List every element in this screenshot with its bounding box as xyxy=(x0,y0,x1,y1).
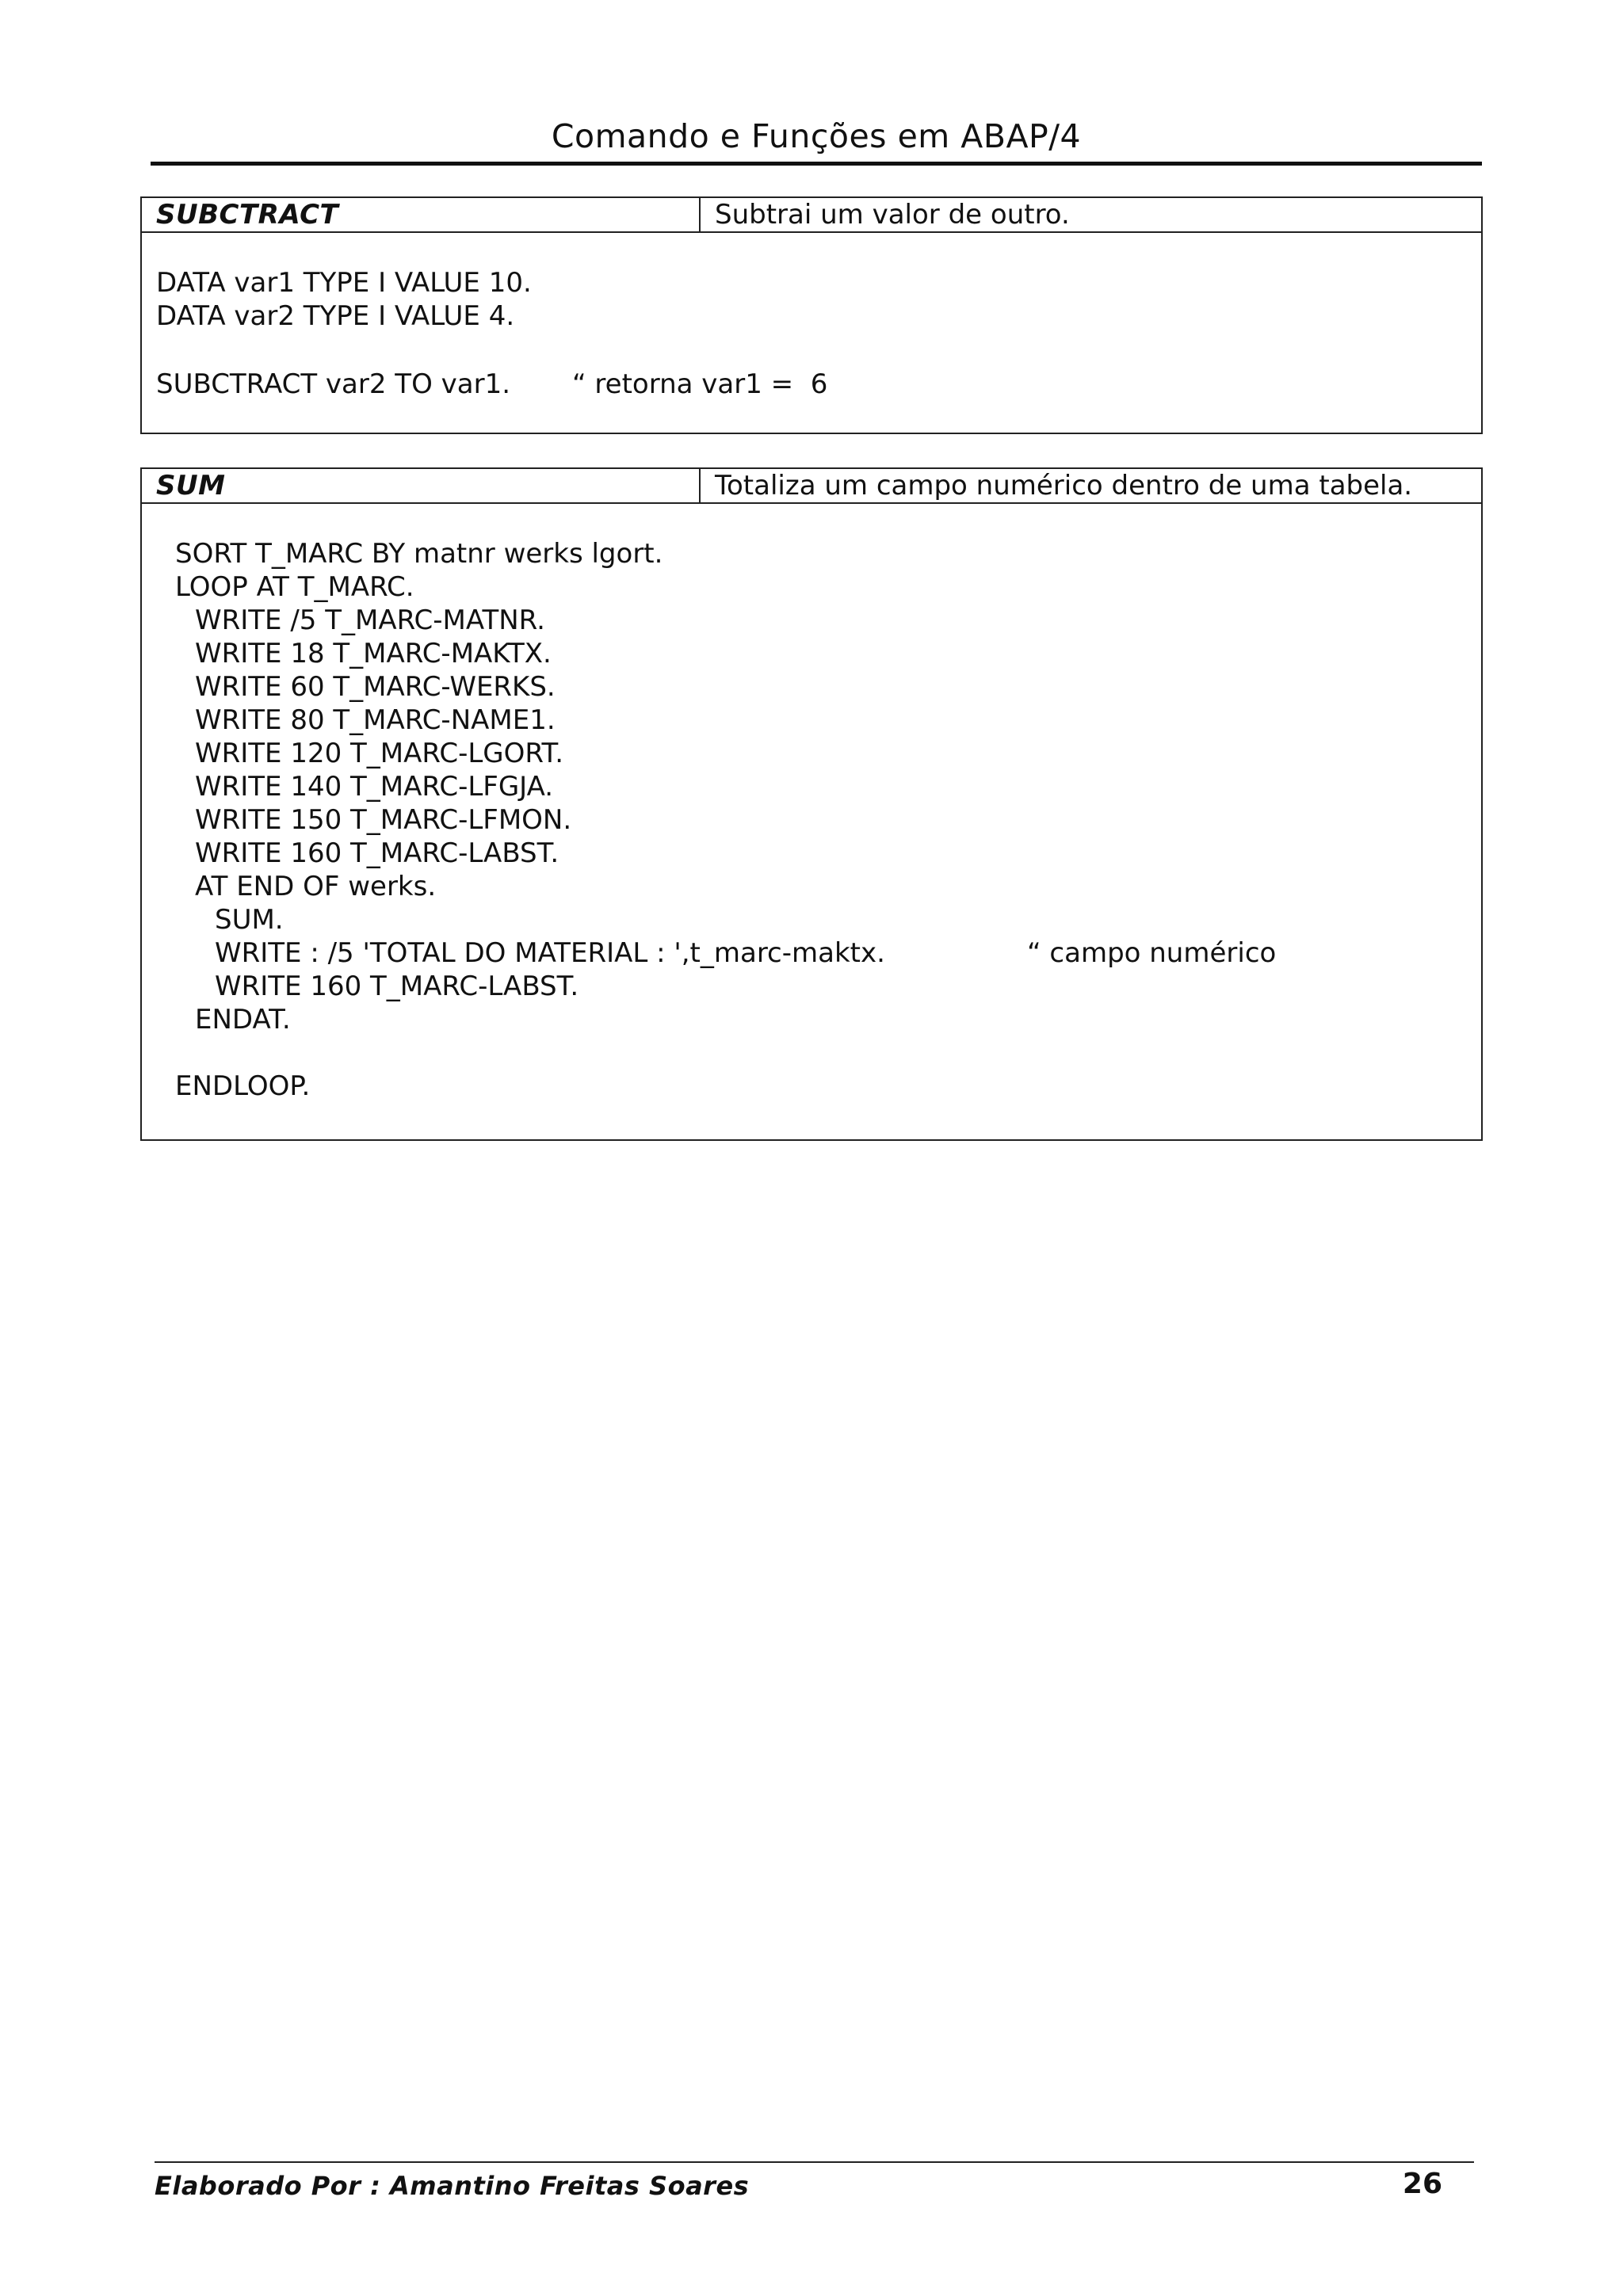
code-line: LOOP AT T_MARC. xyxy=(175,571,414,603)
code-line: WRITE 60 T_MARC-WERKS. xyxy=(195,671,556,703)
code-line: SUBCTRACT var2 TO var1. xyxy=(156,368,511,400)
code-line: WRITE 140 T_MARC-LFGJA. xyxy=(195,771,554,803)
page-footer xyxy=(155,2161,1474,2210)
code-line: SORT T_MARC BY matnr werks lgort. xyxy=(175,538,663,570)
command-name: SUM xyxy=(142,469,701,502)
code-line: WRITE 80 T_MARC-NAME1. xyxy=(195,704,556,736)
code-line: WRITE 18 T_MARC-MAKTX. xyxy=(195,638,552,669)
page-number: 26 xyxy=(1402,2168,1442,2200)
code-line: WRITE /5 T_MARC-MATNR. xyxy=(195,605,545,636)
footer-author: Elaborado Por : Amantino Freitas Soares xyxy=(155,2171,750,2201)
command-header xyxy=(142,469,1481,504)
page-header xyxy=(151,111,1482,166)
document-title: Comando e Funções em ABAP/4 xyxy=(551,117,1082,155)
code-comment: “ campo numérico xyxy=(1027,937,1277,969)
code-line: AT END OF werks. xyxy=(195,871,437,902)
code-line: SUM. xyxy=(215,904,284,936)
code-line: ENDLOOP. xyxy=(175,1070,311,1102)
command-description: Totaliza um campo numérico dentro de uma tabela. xyxy=(715,470,1413,502)
code-line: WRITE : /5 'TOTAL DO MATERIAL : ',t_marc-maktx. xyxy=(215,937,885,969)
code-line: DATA var1 TYPE I VALUE 10. xyxy=(156,267,532,299)
command-box-sum xyxy=(140,467,1483,1141)
command-description: Subtrai um valor de outro. xyxy=(715,199,1070,231)
code-line: WRITE 150 T_MARC-LFMON. xyxy=(195,804,572,836)
code-line: DATA var2 TYPE I VALUE 4. xyxy=(156,300,515,332)
command-header xyxy=(142,198,1481,233)
command-box-subtract xyxy=(140,196,1483,434)
code-comment: “ retorna var1 = 6 xyxy=(572,368,828,400)
code-line: WRITE 160 T_MARC-LABST. xyxy=(195,837,559,869)
code-line: ENDAT. xyxy=(195,1004,291,1035)
command-name: SUBCTRACT xyxy=(142,198,701,231)
code-line: WRITE 160 T_MARC-LABST. xyxy=(215,971,579,1002)
code-line: WRITE 120 T_MARC-LGORT. xyxy=(195,738,564,769)
